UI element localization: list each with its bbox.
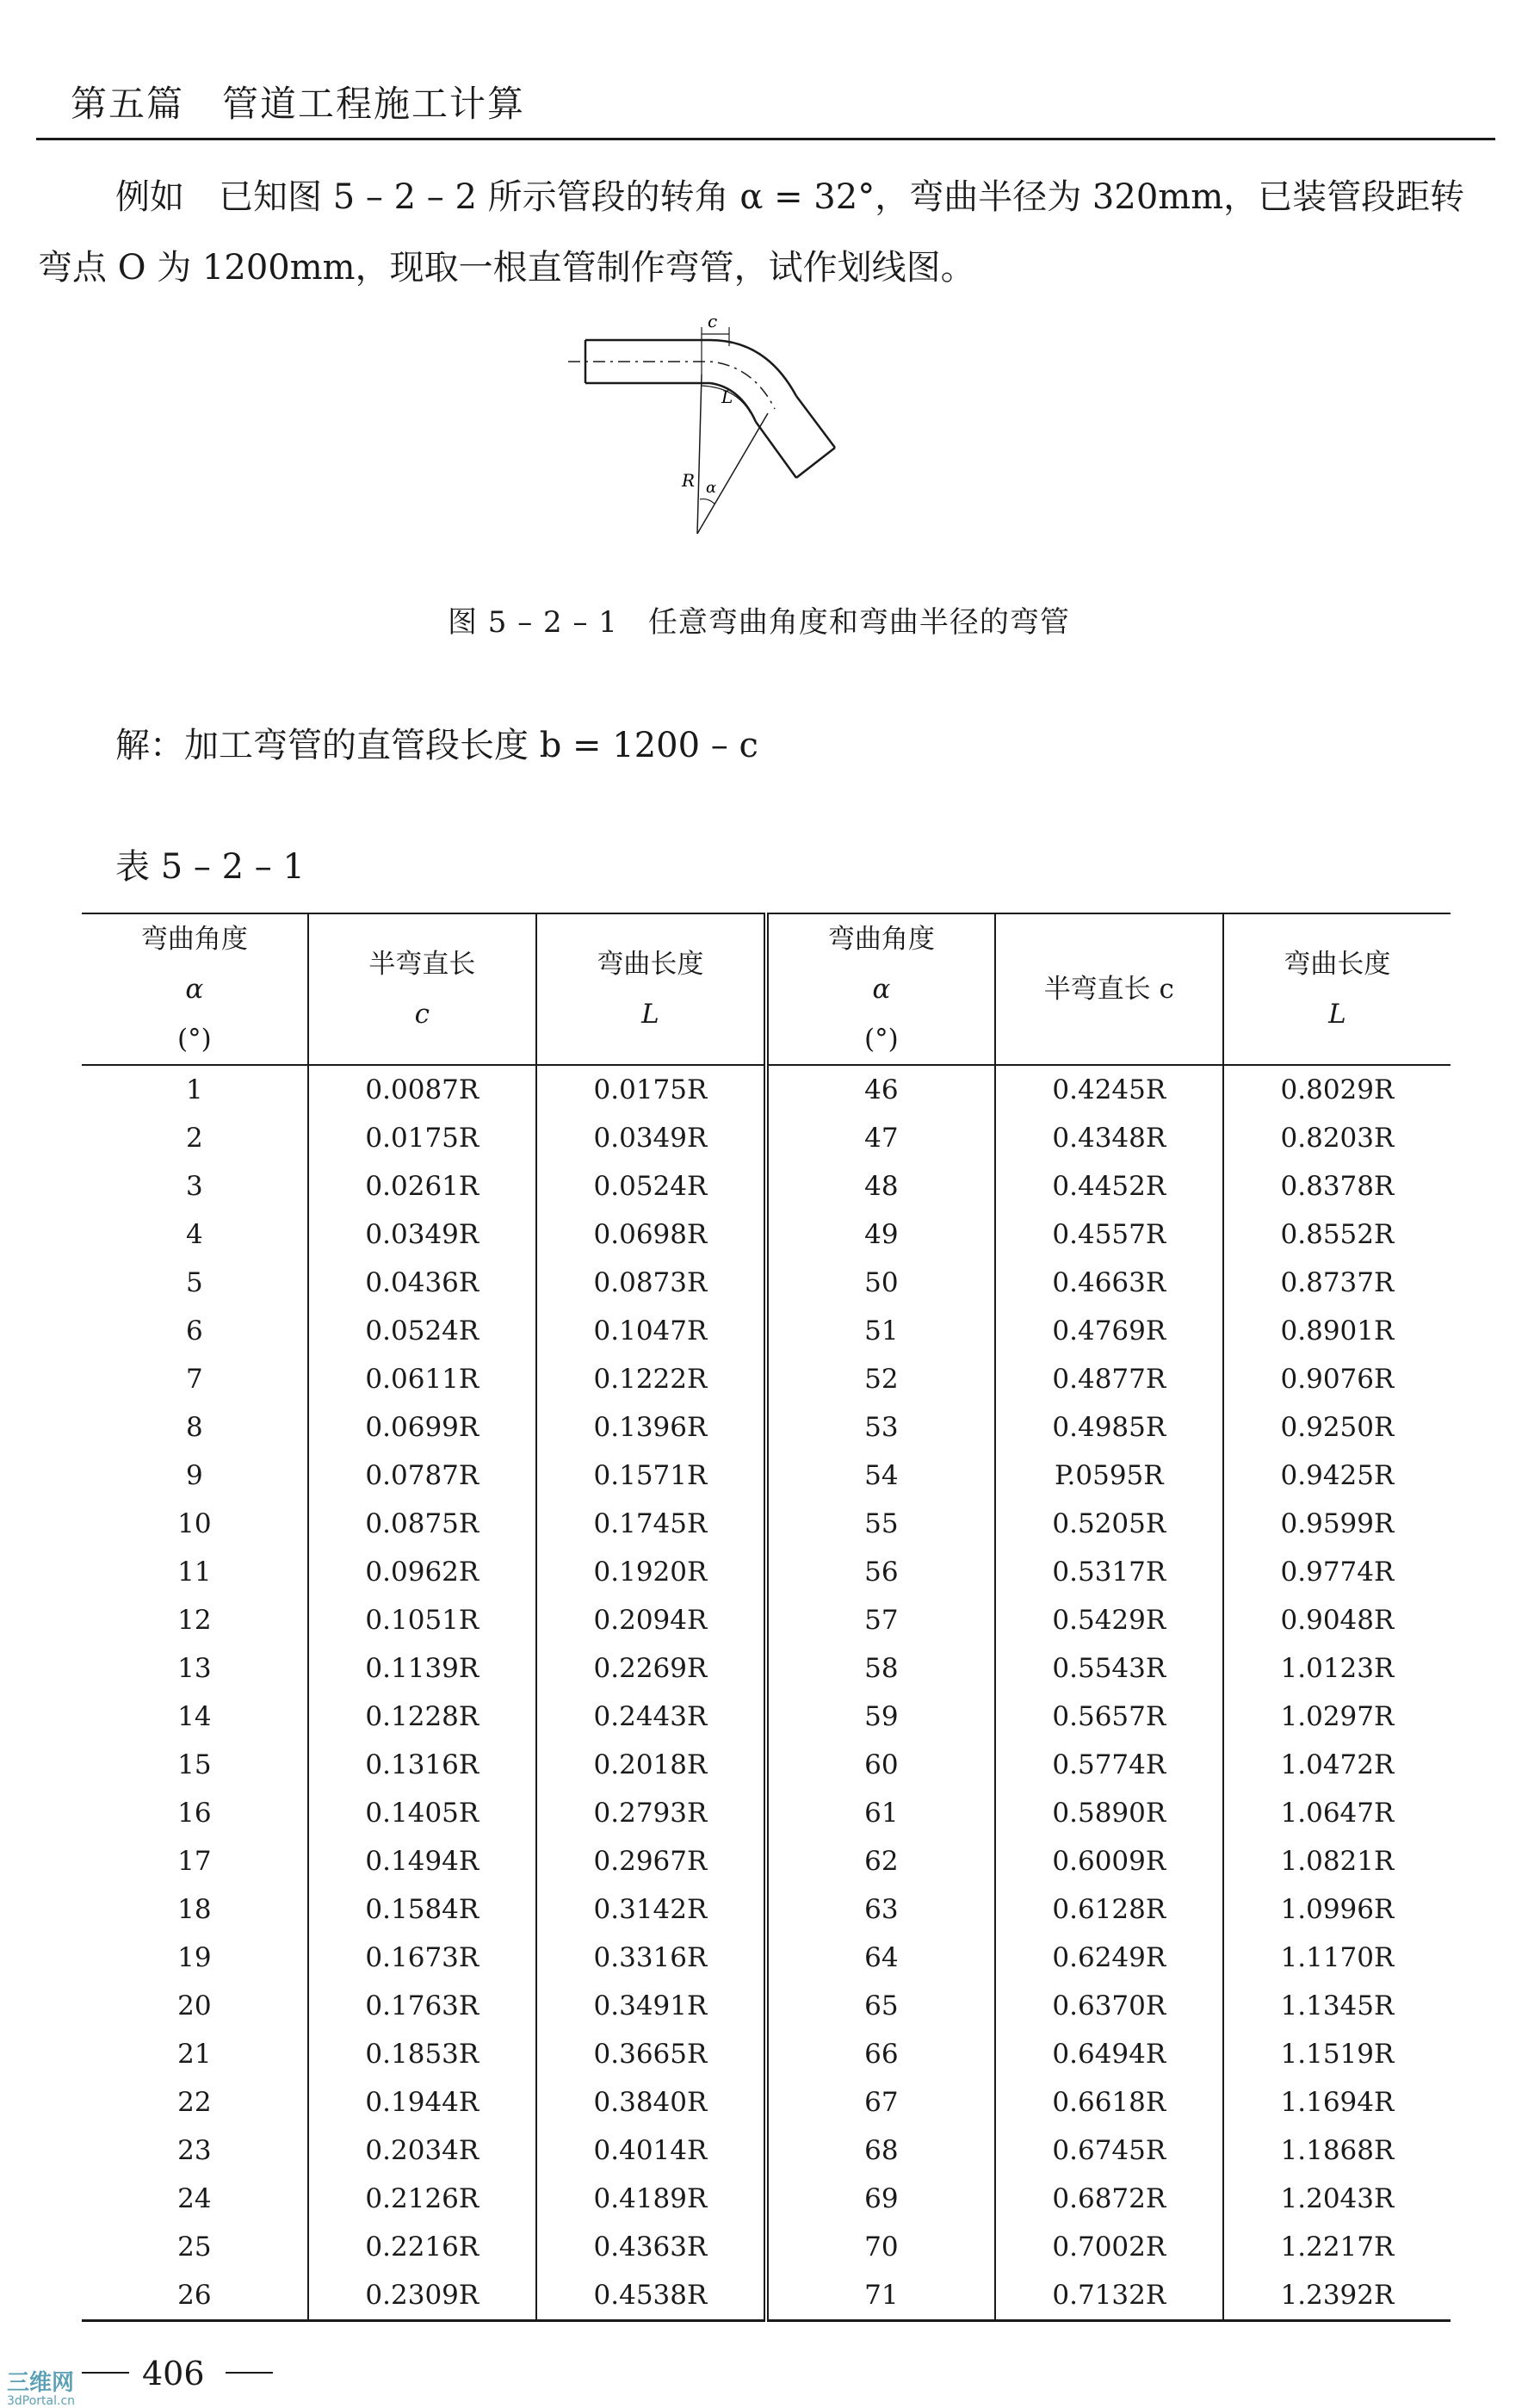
table-cell: 53 [766, 1403, 995, 1452]
table-cell: 0.2216R [308, 2223, 536, 2271]
figure-label-c: c [708, 311, 718, 331]
table-cell: 0.2094R [536, 1596, 766, 1644]
table-cell: 0.4452R [995, 1162, 1223, 1210]
table-cell: 1.1170R [1223, 1934, 1451, 1982]
table-row [82, 1307, 1451, 1355]
table-cell: 1.1868R [1223, 2126, 1451, 2175]
table-cell: 60 [766, 1741, 995, 1789]
table-cell: 0.9076R [1223, 1355, 1451, 1403]
table-cell: 0.0698R [536, 1210, 766, 1259]
bend-table [82, 913, 1451, 2322]
table-row [82, 1162, 1451, 1210]
header-length: 弯曲长度 L [536, 913, 766, 1065]
watermark-sub: 3dPortal.cn [7, 2394, 76, 2408]
table-cell: 65 [766, 1982, 995, 2030]
table-cell: 0.2126R [308, 2175, 536, 2223]
table-cell: 0.1396R [536, 1403, 766, 1452]
table-cell: 52 [766, 1355, 995, 1403]
table-cell: 0.4877R [995, 1355, 1223, 1403]
table-cell: 56 [766, 1548, 995, 1596]
table-cell: 0.0349R [536, 1114, 766, 1162]
table-cell: 1.0123R [1223, 1644, 1451, 1693]
header-length-right: 弯曲长度 L [1223, 913, 1451, 1065]
table-cell: 3 [186, 1171, 203, 1202]
table-cell: 0.9250R [1223, 1403, 1451, 1452]
table-cell: 0.2793R [536, 1789, 766, 1837]
table-cell: 0.7002R [995, 2223, 1223, 2271]
table-cell: 0.1405R [308, 1789, 536, 1837]
table-cell: 0.4245R [995, 1065, 1223, 1114]
table-cell: 0.1494R [308, 1837, 536, 1885]
table-cell: 0.2034R [308, 2126, 536, 2175]
table-row [82, 1452, 1451, 1500]
table-cell: 24 [177, 2183, 212, 2214]
table-cell: 0.9599R [1223, 1500, 1451, 1548]
solution-line: 解：加工弯管的直管段长度 b = 1200 – c [115, 726, 758, 765]
table-cell: 1.1519R [1223, 2030, 1451, 2078]
table-cell: 15 [177, 1749, 212, 1780]
table-cell: 22 [177, 2087, 212, 2118]
table-cell: 0.4348R [995, 1114, 1223, 1162]
table-cell: 0.1763R [308, 1982, 536, 2030]
watermark-logo [7, 2372, 75, 2408]
pipe-bend-figure [568, 293, 973, 542]
watermark-main: 三维网 [7, 2370, 75, 2396]
figure-caption: 图 5 – 2 – 1 任意弯曲角度和弯曲半径的弯管 [448, 605, 1070, 640]
table-row [82, 1596, 1451, 1644]
table-row [82, 1548, 1451, 1596]
figure-label-r: R [682, 470, 696, 491]
table-cell: 0.8378R [1223, 1162, 1451, 1210]
table-cell: 0.0875R [308, 1500, 536, 1548]
table-cell: 1.1345R [1223, 1982, 1451, 2030]
table-cell: 0.0261R [308, 1162, 536, 1210]
running-header [36, 52, 1495, 140]
header-half-right: 半弯直长 c [995, 913, 1223, 1065]
table-cell: 0.5205R [995, 1500, 1223, 1548]
table-cell: 1.1694R [1223, 2078, 1451, 2126]
table-cell: 0.4557R [995, 1210, 1223, 1259]
table-cell: 0.1745R [536, 1500, 766, 1548]
table-cell: 0.1853R [308, 2030, 536, 2078]
table-cell: 0.2018R [536, 1741, 766, 1789]
table-cell: 8 [186, 1412, 203, 1443]
table-cell: 0.2269R [536, 1644, 766, 1693]
table-cell: 71 [766, 2271, 995, 2321]
table-row [82, 2030, 1451, 2078]
table-cell: 10 [177, 1508, 212, 1539]
footer-dash-left [82, 2372, 129, 2374]
table-cell: 0.1571R [536, 1452, 766, 1500]
table-cell: 61 [766, 1789, 995, 1837]
footer-dash-right [226, 2372, 273, 2374]
table-cell: 0.2967R [536, 1837, 766, 1885]
table-cell: 19 [177, 1942, 212, 1973]
table-cell: 0.4663R [995, 1259, 1223, 1307]
table-cell: 0.6370R [995, 1982, 1223, 2030]
table-cell: 1.2217R [1223, 2223, 1451, 2271]
table-cell: 0.5317R [995, 1548, 1223, 1596]
table-cell: 0.3665R [536, 2030, 766, 2078]
table-cell: 57 [766, 1596, 995, 1644]
header-angle-right: 弯曲角度 α (°) [766, 913, 995, 1065]
table-cell: 0.4014R [536, 2126, 766, 2175]
table-cell: 69 [766, 2175, 995, 2223]
table-cell: 0.6009R [995, 1837, 1223, 1885]
table-cell: 0.3142R [536, 1885, 766, 1934]
table-cell: 0.4363R [536, 2223, 766, 2271]
table-cell: 0.7132R [995, 2271, 1223, 2321]
table-cell: 68 [766, 2126, 995, 2175]
table-cell: 20 [177, 1990, 212, 2021]
table-cell: 0.3491R [536, 1982, 766, 2030]
table-cell: 1 [186, 1074, 203, 1105]
table-cell: 25 [177, 2232, 212, 2263]
table-cell: 0.3840R [536, 2078, 766, 2126]
table-cell: 1.0472R [1223, 1741, 1451, 1789]
table-cell: 0.1584R [308, 1885, 536, 1934]
table-row [82, 1114, 1451, 1162]
table-row [82, 1789, 1451, 1837]
table-row [82, 1355, 1451, 1403]
example-paragraph [38, 162, 1493, 303]
table-cell: 0.5657R [995, 1693, 1223, 1741]
table-cell: 23 [177, 2135, 212, 2166]
table-row [82, 1693, 1451, 1741]
table-cell: 0.5890R [995, 1789, 1223, 1837]
table-cell: 14 [177, 1701, 212, 1732]
table-row [82, 2223, 1451, 2271]
table-cell: 0.5543R [995, 1644, 1223, 1693]
table-cell: 17 [177, 1846, 212, 1877]
table-cell: 11 [177, 1557, 212, 1588]
table-cell: 58 [766, 1644, 995, 1693]
table-cell: 54 [766, 1452, 995, 1500]
table-cell: 0.1316R [308, 1741, 536, 1789]
table-row [82, 1403, 1451, 1452]
table-row [82, 1644, 1451, 1693]
table-cell: 55 [766, 1500, 995, 1548]
table-cell: 18 [177, 1894, 212, 1925]
table-cell: 62 [766, 1837, 995, 1885]
table-row [82, 1741, 1451, 1789]
table-cell: 0.1920R [536, 1548, 766, 1596]
table-cell: 0.0787R [308, 1452, 536, 1500]
table-cell: 1.0297R [1223, 1693, 1451, 1741]
header-angle: 弯曲角度 α (°) [82, 913, 308, 1065]
table-cell: 0.0611R [308, 1355, 536, 1403]
table-cell: 0.1228R [308, 1693, 536, 1741]
figure-label-l: L [721, 387, 733, 407]
table-cell: 0.6494R [995, 2030, 1223, 2078]
table-cell: 0.9774R [1223, 1548, 1451, 1596]
table-cell: 0.2309R [308, 2271, 536, 2321]
table-cell: 0.6872R [995, 2175, 1223, 2223]
table-row [82, 2078, 1451, 2126]
table-cell: 0.0524R [308, 1307, 536, 1355]
table-row [82, 1500, 1451, 1548]
table-cell: 47 [766, 1114, 995, 1162]
table-cell: 0.3316R [536, 1934, 766, 1982]
table-cell: 64 [766, 1934, 995, 1982]
figure-label-alpha: α [706, 479, 717, 497]
table-cell: 0.8029R [1223, 1065, 1451, 1114]
table-cell: 50 [766, 1259, 995, 1307]
table-cell: 1.0996R [1223, 1885, 1451, 1934]
table-row [82, 1885, 1451, 1934]
table-cell: 0.0175R [536, 1065, 766, 1114]
table-cell: 0.0349R [308, 1210, 536, 1259]
table-cell: 7 [186, 1364, 203, 1395]
table-cell: 0.0436R [308, 1259, 536, 1307]
table-cell: 0.1051R [308, 1596, 536, 1644]
table-cell: 1.2392R [1223, 2271, 1451, 2321]
table-cell: 4 [186, 1219, 203, 1250]
table-title: 表 5 – 2 – 1 [115, 847, 305, 887]
table-cell: 0.6249R [995, 1934, 1223, 1982]
table-cell: 1.2043R [1223, 2175, 1451, 2223]
table-cell: 0.4189R [536, 2175, 766, 2223]
table-cell: 0.0524R [536, 1162, 766, 1210]
table-cell: 70 [766, 2223, 995, 2271]
table-cell: 0.5429R [995, 1596, 1223, 1644]
example-line-2: 弯点 O 为 1200mm，现取一根直管制作弯管，试作划线图。 [38, 248, 975, 288]
table-row [82, 1982, 1451, 2030]
table-cell: 0.6128R [995, 1885, 1223, 1934]
table-cell: 0.1944R [308, 2078, 536, 2126]
example-line-1: 例如 已知图 5 – 2 – 2 所示管段的转角 α = 32°，弯曲半径为 320mm，已装管段距转 [115, 177, 1465, 217]
page-number: 406 [142, 2355, 205, 2393]
table-cell: 0.1222R [536, 1355, 766, 1403]
table-cell: 0.4538R [536, 2271, 766, 2321]
table-cell: 12 [177, 1605, 212, 1636]
header-title: 第五篇 管道工程施工计算 [71, 83, 526, 125]
table-cell: 16 [177, 1798, 212, 1829]
table-cell: 0.8552R [1223, 1210, 1451, 1259]
table-row [82, 2175, 1451, 2223]
table-cell: 0.8737R [1223, 1259, 1451, 1307]
table-cell: 0.4769R [995, 1307, 1223, 1355]
table-cell: 66 [766, 2030, 995, 2078]
table-cell: 0.0087R [308, 1065, 536, 1114]
table-cell: 0.8901R [1223, 1307, 1451, 1355]
table-cell: 0.5774R [995, 1741, 1223, 1789]
table-cell: 0.0699R [308, 1403, 536, 1452]
table-cell: 21 [177, 2039, 212, 2070]
table-cell: 0.9048R [1223, 1596, 1451, 1644]
table-cell: 13 [177, 1653, 212, 1684]
table-cell: 1.0647R [1223, 1789, 1451, 1837]
table-cell: P.0595R [995, 1452, 1223, 1500]
table-cell: 0.0873R [536, 1259, 766, 1307]
table-row [82, 1837, 1451, 1885]
table-cell: 63 [766, 1885, 995, 1934]
table-cell: 59 [766, 1693, 995, 1741]
table-row [82, 2271, 1451, 2321]
table-cell: 5 [186, 1267, 203, 1298]
table-cell: 0.0962R [308, 1548, 536, 1596]
table-cell: 0.1673R [308, 1934, 536, 1982]
table-row [82, 1934, 1451, 1982]
table-cell: 48 [766, 1162, 995, 1210]
table-cell: 0.6618R [995, 2078, 1223, 2126]
table-row [82, 2126, 1451, 2175]
table-cell: 0.6745R [995, 2126, 1223, 2175]
table-cell: 0.2443R [536, 1693, 766, 1741]
table-header-row [82, 913, 1451, 1065]
table-cell: 0.1047R [536, 1307, 766, 1355]
table-cell: 0.4985R [995, 1403, 1223, 1452]
table-cell: 51 [766, 1307, 995, 1355]
table-cell: 49 [766, 1210, 995, 1259]
table-cell: 0.0175R [308, 1114, 536, 1162]
header-half: 半弯直长 c [308, 913, 536, 1065]
table-cell: 0.8203R [1223, 1114, 1451, 1162]
table-cell: 6 [186, 1315, 203, 1346]
table-row [82, 1065, 1451, 1114]
table-cell: 0.1139R [308, 1644, 536, 1693]
table-cell: 9 [186, 1460, 203, 1491]
table-cell: 2 [186, 1123, 203, 1154]
table-row [82, 1259, 1451, 1307]
table-row [82, 1210, 1451, 1259]
table-cell: 67 [766, 2078, 995, 2126]
table-cell: 46 [766, 1065, 995, 1114]
table-cell: 26 [177, 2280, 212, 2311]
table-cell: 1.0821R [1223, 1837, 1451, 1885]
table-cell: 0.9425R [1223, 1452, 1451, 1500]
